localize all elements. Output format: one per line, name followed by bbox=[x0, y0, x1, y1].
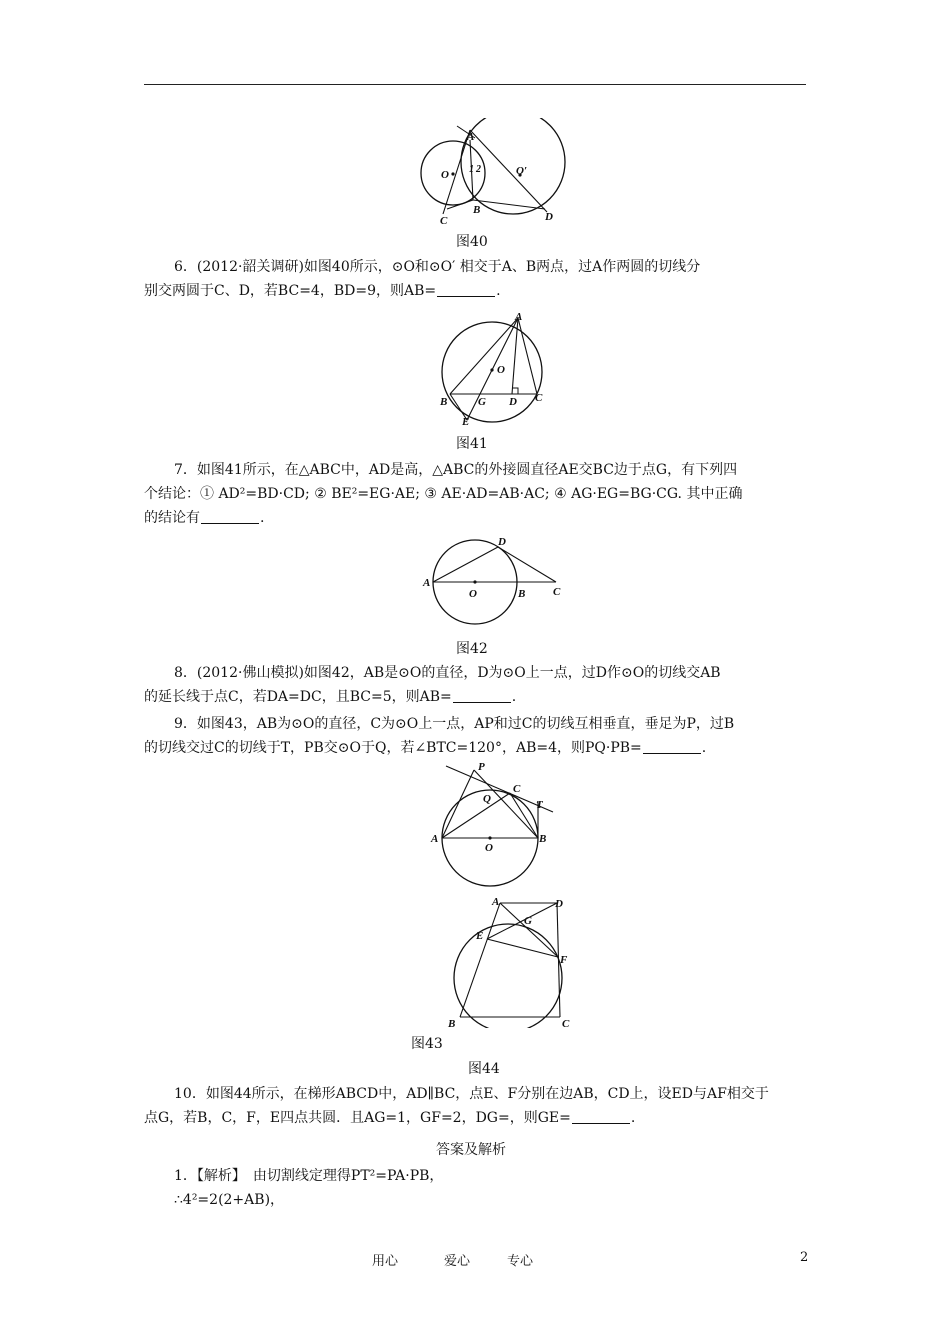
label-E: E bbox=[462, 416, 470, 428]
answers-heading: 答案及解析 bbox=[436, 1142, 506, 1158]
label-O: O bbox=[441, 169, 449, 181]
figure-41 bbox=[432, 308, 552, 428]
footer-text-3: 专心 bbox=[507, 1254, 534, 1269]
label-C: C bbox=[562, 1018, 570, 1028]
answer-line-2: ∴4²=2(2+AB)， bbox=[174, 1192, 285, 1208]
footer-text-2: 爱心 bbox=[444, 1254, 471, 1269]
problem-8-line-2: 的延长线于点C，若DA=DC，且BC=5，则AB= . bbox=[144, 689, 517, 705]
problem-9-line-1: 9．如图43，AB为⊙O的直径，C为⊙O上一点，AP和过C的切线互相垂直，垂足为P，过B bbox=[174, 716, 735, 732]
label-A: A bbox=[467, 131, 475, 143]
label-B: B bbox=[440, 396, 448, 408]
label-D: D bbox=[555, 898, 563, 910]
caption-figure-43: 图43 bbox=[411, 1036, 443, 1052]
angle-label-2: 2 bbox=[476, 164, 481, 175]
label-B: B bbox=[518, 588, 526, 600]
answer-blank bbox=[453, 701, 511, 703]
problem-10-line-1: 10．如图44所示，在梯形ABCD中，AD∥BC，点E、F分别在边AB，CD上，设ED与AF相交于 bbox=[174, 1086, 769, 1102]
problem-9 bbox=[144, 712, 808, 760]
label-O: O bbox=[497, 364, 505, 376]
problem-9-line-2: 的切线交过C的切线于T，PB交⊙O于Q，若∠BTC=120°，AB=4，则PQ·PB= . bbox=[144, 740, 707, 756]
answer-blank bbox=[572, 1122, 630, 1124]
label-A: A bbox=[431, 833, 439, 845]
header-rule bbox=[144, 84, 806, 85]
caption-figure-44: 图44 bbox=[468, 1061, 500, 1077]
label-B: B bbox=[539, 833, 547, 845]
label-C: C bbox=[535, 392, 543, 404]
problem-8 bbox=[144, 661, 808, 709]
label-O: O bbox=[469, 588, 477, 600]
label-F: F bbox=[560, 954, 568, 966]
problem-6-line-1: 6．(2012·韶关调研)如图40所示，⊙O和⊙O′ 相交于A、B两点，过A作两圆的切线分 bbox=[174, 259, 701, 275]
footer-text-1: 用心 bbox=[372, 1254, 399, 1269]
answer-blank bbox=[437, 295, 495, 297]
label-O-prime: O′ bbox=[516, 165, 528, 177]
label-E: E bbox=[476, 930, 484, 942]
label-A: A bbox=[515, 311, 523, 323]
label-D: D bbox=[498, 536, 506, 548]
label-B: B bbox=[473, 204, 481, 216]
caption-figure-40: 图40 bbox=[456, 234, 488, 250]
problem-7-line-3: 的结论有 . bbox=[144, 510, 265, 526]
problem-10 bbox=[144, 1082, 808, 1130]
label-P: P bbox=[478, 761, 485, 773]
label-C: C bbox=[440, 215, 448, 227]
answer-blank bbox=[643, 752, 701, 754]
label-G: G bbox=[524, 915, 532, 927]
problem-7-line-2: 个结论：① AD²=BD·CD; ② BE²=EG·AE; ③ AE·AD=AB·AC; ④ AG·EG=BG·CG. 其中正确 bbox=[144, 486, 743, 502]
figure-44 bbox=[440, 893, 580, 1028]
angle-label-1: 1 bbox=[469, 164, 474, 175]
problem-8-line-1: 8．(2012·佛山模拟)如图42，AB是⊙O的直径，D为⊙O上一点，过D作⊙O的切线交AB bbox=[174, 665, 721, 681]
problem-7 bbox=[144, 458, 808, 530]
answer-line-1: 1．【解析】 由切割线定理得PT²=PA·PB， bbox=[174, 1168, 444, 1184]
label-A: A bbox=[423, 577, 431, 589]
figure-40 bbox=[405, 118, 575, 228]
label-C: C bbox=[553, 586, 561, 598]
label-G: G bbox=[478, 396, 486, 408]
label-C: C bbox=[513, 783, 521, 795]
figure-43 bbox=[428, 760, 558, 890]
problem-10-line-2: 点G，若B，C，F，E四点共圆．且AG=1，GF=2，DG=，则GE= . bbox=[144, 1110, 636, 1126]
figure-42 bbox=[418, 535, 568, 630]
label-D: D bbox=[509, 396, 517, 408]
caption-figure-41: 图41 bbox=[456, 436, 488, 452]
label-A: A bbox=[492, 896, 500, 908]
problem-6 bbox=[144, 255, 808, 303]
answer-blank bbox=[201, 522, 259, 524]
label-B: B bbox=[448, 1018, 456, 1028]
problem-7-line-1: 7．如图41所示，在△ABC中，AD是高，△ABC的外接圆直径AE交BC边于点G，有下列四 bbox=[174, 462, 738, 478]
label-O: O bbox=[485, 842, 493, 854]
caption-figure-42: 图42 bbox=[456, 641, 488, 657]
label-T: T bbox=[536, 799, 543, 811]
label-Q: Q bbox=[483, 793, 491, 805]
label-D: D bbox=[545, 211, 553, 223]
problem-6-line-2: 别交两圆于C、D，若BC=4，BD=9，则AB= . bbox=[144, 283, 501, 299]
answer-section bbox=[144, 1164, 808, 1212]
page-number: 2 bbox=[800, 1250, 809, 1265]
